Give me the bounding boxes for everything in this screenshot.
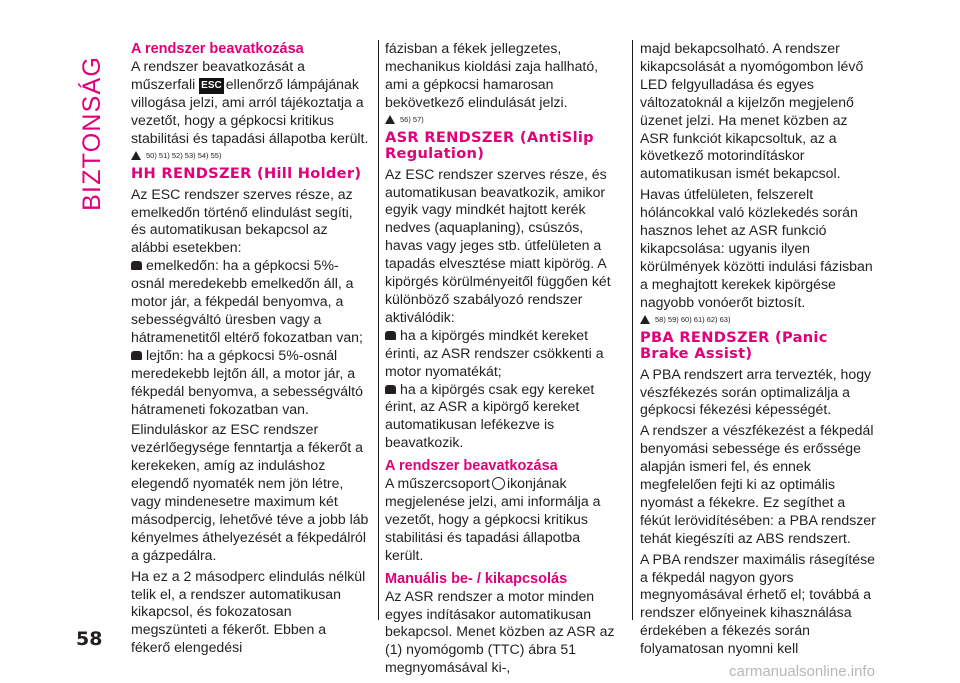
paragraph: Havas útfelületen, felszerelt hóláncokkal való közlekedés során hasznos lehet az ASR funkció kikapcsolása: ugyanis ilyen körülmények közötti indulási fázisban a meghajtott kerekek kipörgése nagyobb vonóerőt biztosít.: [640, 186, 873, 310]
text: ha a kipörgés mindkét kereket érinti, az ASR rendszer csökkenti a motor nyomatékát;: [385, 326, 604, 379]
car-bullet-icon: [131, 351, 142, 360]
text: A rendszer beavatkozását a műszerfali: [131, 58, 305, 92]
column-2: [385, 40, 621, 677]
heading-pba: PBA RENDSZER (Panic Brake Assist): [640, 328, 828, 362]
paragraph: Ha ez a 2 másodperc elindulás nélkül telik el, a rendszer automatikusan kikapcsol, és fokozatosan megszünteti a fékerőt. Ebben a fékerő elengedési: [131, 567, 366, 656]
warning-refs: [131, 150, 369, 162]
text: ellenőrző lámpájának villogása jelzi, ami arról tájékoztatja a vezetőt, hogy a gépkocsi kritikus stabilitási és tapadási állapotba került.: [131, 75, 369, 146]
section-side-title: [76, 56, 106, 256]
refs-text: 50) 51) 52) 53) 54) 55): [146, 150, 222, 160]
subheading-intervention: A rendszer beavatkozása: [131, 41, 304, 57]
text: emelkedőn: ha a gépkocsi 5%-osnál meredekebb emelkedőn áll, a motor jár, a fékpedál benyomva, a sebességváltó üresben vagy a hátramenetitől eltérő fokozatban van;: [131, 257, 363, 345]
car-bullet-icon: [385, 385, 396, 394]
warning-triangle-icon: [385, 115, 395, 124]
car-bullet-icon: [131, 261, 142, 270]
warning-refs: [385, 114, 621, 126]
heading-asr: ASR RENDSZER (AntiSlip Regulation): [385, 128, 594, 162]
page-number: 58: [76, 628, 103, 650]
bullet-item: [131, 257, 369, 347]
paragraph: A PBA rendszert arra tervezték, hogy vészfékezés során optimalizálja a gépkocsi fékezési képességét.: [640, 365, 872, 418]
paragraph: A PBA rendszer maximális rásegítése a fékpedál nagyon gyors megnyomásával érhető el; továbbá a rendszer előnyeinek kihasználása érdekében a fékezés során folyamatosan nyomni kell: [640, 550, 875, 657]
refs-text: 56) 57): [400, 114, 424, 124]
esc-warning-icon: ESC: [199, 78, 224, 94]
paragraph: [131, 58, 369, 148]
paragraph: fázisban a fékek jellegzetes, mechanikus kioldási zaja hallható, ami a gépkocsi hamarosan bekövetkező elindulását jelzi.: [385, 40, 599, 110]
subheading-intervention: A rendszer beavatkozása: [385, 458, 558, 475]
column-1: [131, 40, 369, 657]
column-divider: [632, 40, 633, 620]
bullet-item: [131, 347, 369, 419]
warning-triangle-icon: [131, 151, 141, 160]
car-bullet-icon: [385, 331, 396, 340]
asr-warning-icon: [492, 477, 505, 490]
paragraph: Az ASR rendszer a motor minden egyes indításakor automatikusan bekapcsol. Menet közben az ASR az (1) nyomógomb (TTC) ábra 51 megnyomásával ki-,: [385, 587, 615, 676]
refs-text: 58) 59) 60) 61) 62) 63): [655, 314, 731, 324]
column-3: [640, 40, 878, 658]
paragraph: Az ESC rendszer szerves része, és automatikusan beavatkozik, amikor egyik vagy mindkét hajtott kerék nedves (aquaplaning), csúszós, havas vagy jeges stb. útfelületen a tapadás elvesztése miatt kipörög. A kipörgés körülményeitől függően két különböző szabályozó rendszer aktiválódik:: [385, 165, 611, 325]
section-side-title-text: BIZTONSÁG: [78, 56, 106, 211]
warning-refs: [640, 314, 878, 326]
paragraph: Elinduláskor az ESC rendszer vezérlőegysége fenntartja a fékerőt a kerekeken, amíg az induláshoz elegendő nyomaték nem jön létre, vagy mindenesetre maximum két másodpercig, lehetővé téve a jobb láb kényelmes áthelyezését a fékpedálról a gázpedálra.: [131, 421, 369, 563]
paragraph: [385, 475, 621, 565]
bullet-item: [385, 327, 621, 381]
paragraph: majd bekapcsolható. A rendszer kikapcsolását a nyomógombon lévő LED felgyulladása és egyes változatoknál a kijelzőn megjelenő üzenet jelzi. Ha menet közben az ASR funkciót kikapcsoltuk, az a következő motorindításkor automatikusan ismét bekapcsol.: [640, 40, 864, 182]
warning-triangle-icon: [640, 315, 650, 324]
watermark: carmanualsonline.info: [729, 663, 875, 680]
paragraph: A rendszer a vészfékezést a fékpedál benyomási sebessége és erőssége alapján ismeri fel, és ennek megfelelően fejti ki az optimális nyomást a fékekre. Ez segíthet a fékút lerövidítésében: a PBA rendszer tehát kiegészíti az ABS rendszert.: [640, 422, 876, 546]
subheading-manual: Manuális be- / kikapcsolás: [385, 570, 568, 587]
bullet-item: [385, 381, 621, 453]
paragraph: Az ESC rendszer szerves része, az emelkedőn történő elindulást segíti, és automatikusan bekapcsol az alábbi esetekben:: [131, 185, 353, 256]
heading-hh: HH RENDSZER (Hill Holder): [131, 164, 362, 182]
text: ikonjának megjelenése jelzi, ami informálja a vezetőt, hogy a gépkocsi kritikus stabilitási és tapadási állapotba került.: [385, 475, 601, 563]
column-divider: [378, 40, 379, 620]
text: A műszercsoport: [385, 475, 490, 492]
text: ha a kipörgés csak egy kereket érint, az ASR a kipörgő kereket automatikusan lefékezve is beavatkozik.: [385, 380, 595, 451]
text: lejtőn: ha a gépkocsi 5%-osnál meredekebb lejtőn áll, a motor jár, a fékpedál benyomva, a sebességváltó hátrameneti fokozatban van.: [131, 346, 363, 417]
